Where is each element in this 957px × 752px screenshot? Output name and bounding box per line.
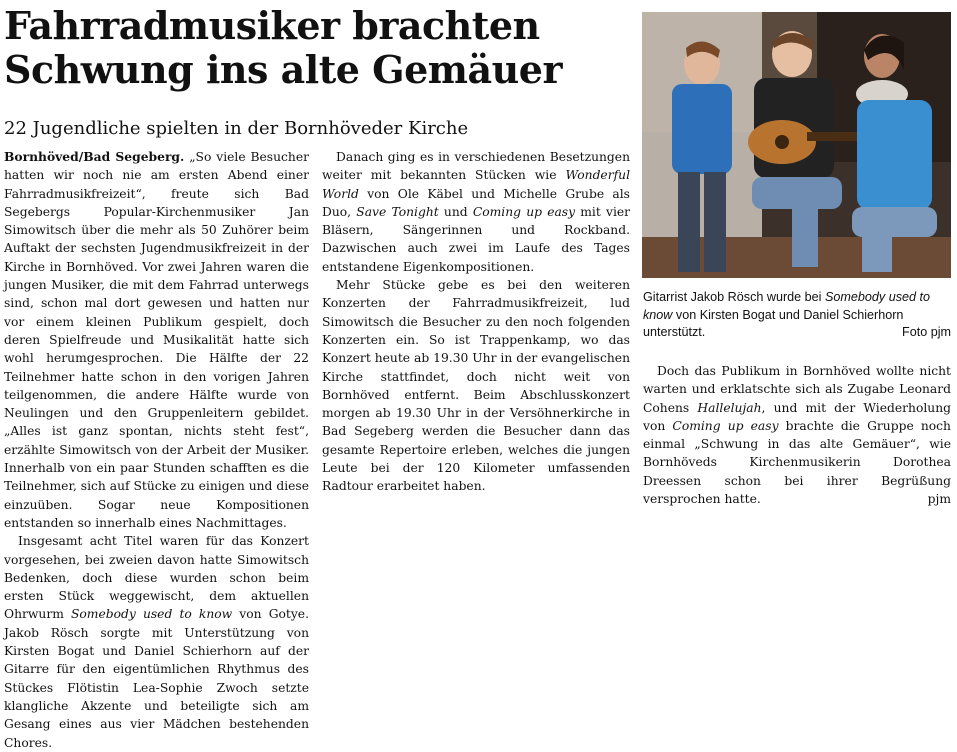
paragraph-4-text: Mehr Stücke gebe es bei den weiteren Konzerten der Fahrradmusikfreizeit, lud Simowitsch die Besucher zu den noch folgenden Konzerten ein. So ist Trappenkamp, wo das Konzert heute ab 19.30 Uhr in der evangelischen Kirche stattfindet, doch nicht weit von Bornhöved entfernt. Beim Abschlusskonzert morgen ab 19.30 Uhr in der Versöhnerkirche in Bad Segeberg werden die Besucher dann das gesamte Repertoire erleben, welches die jungen Leute bei der 120 Kilometer umfassenden Radtour erarbeitet haben.	[322, 278, 630, 494]
caption-song-title: Somebody used to know	[643, 290, 931, 322]
paragraph-2-text-a: Insgesamt acht Titel waren für das Konzert vorgesehen, bei zweien davon hatte Simowitsch Bedenken, doch diese wurden schon beim ersten Stück weggewischt, dem aktuellen Ohrwurm	[4, 534, 309, 622]
paragraph-5-text-a: Doch das Publikum in Bornhöved wollte nicht warten und erklatschte sich als Zugabe Leonard Cohens	[643, 364, 951, 415]
author-signature: pjm	[927, 492, 951, 507]
song-coming-up-easy-reprise: Coming up easy	[672, 418, 779, 433]
paragraph-3-text-d: mit vier Bläsern, Sängerinnen und Rockband. Dazwischen auch zwei im Laufe des Tages entstandene Eigenkompositionen.	[322, 204, 631, 274]
paragraph-3-text-c: und	[438, 204, 473, 219]
song-save-tonight: Save Tonight	[356, 204, 439, 219]
song-somebody-used-to-know: Somebody used to know	[70, 607, 233, 622]
caption-text-end: von Kirsten Bogat und Daniel Schierhorn unterstützt.	[643, 307, 904, 339]
photo-credit: Foto pjm	[902, 325, 951, 339]
article-paragraph-3	[322, 148, 630, 276]
paragraph-5-text-c: brachte die Gruppe noch einmal „Schwung in das alte Gemäuer“, wie Bornhöveds Kirchenmusikerin Dorothea Dreessen schon bei ihrer Begrüßung versprochen hatte.	[643, 418, 951, 507]
headline-line-2: Schwung ins alte Gemäuer	[4, 47, 562, 92]
headline	[4, 4, 624, 92]
article-paragraph-5	[643, 362, 951, 508]
paragraph-1-text: „So viele Besucher hatten wir noch nie am ersten Abend einer Fahrradmusikfreizeit“, freute sich Bad Segebergs Popular-Kirchenmusiker Jan Simowitsch über die mehr als 50 Zuhörer beim Auftakt der sechsten Jugendmusikfreizeit in der Kirche in Bornhöved. Vor zwei Jahren waren die jungen Musiker, die mit dem Fahrrad unterwegs sind, schon mal dort gewesen und hatten nur vor einem kleinen Publikum gespielt, doch deren Spielfreude und Musikalität hatte sich wohl herumgesprochen. Die Hälfte der 22 Teilnehmer hatte schon in den vorigen Jahren teilgenommen, die andere Hälfte wurde von Neulingen und den Gruppenleitern gebildet. „Alles ist ganz spontan, nichts steht fest“, erzählte Simowitsch von der Arbeit der Musiker. Innerhalb von ein paar Stunden schafften es die Teilnehmer, sich auf Stücke zu einigen und diese einzuüben. Sogar neue Kompositionen entstanden so innerhalb eines Nachmittages.	[4, 150, 309, 530]
dateline: Bornhöved/Bad Segeberg.	[4, 149, 185, 164]
article-column-2	[322, 148, 630, 496]
paragraph-3-text-b: von Ole Käbel und Michelle Grube als Duo,	[322, 186, 630, 219]
article-column-3	[643, 362, 951, 508]
photo-caption	[643, 289, 951, 342]
photo-illustration	[642, 12, 951, 278]
article-paragraph-2	[4, 532, 309, 752]
paragraph-5-text-b: , und mit der Wiederholung von	[643, 400, 951, 433]
paragraph-2-text-b: von Gotye. Jakob Rösch sorgte mit Unterstützung von Kirsten Bogat und Daniel Schierhorn auf der Gitarre für den eigentümlichen Rhythmus des Stückes Flötistin Lea-Sophie Zwoch setzte klangliche Akzente und beteiligte sich am Gesang eines aus vier Mädchen bestehenden Chores.	[4, 607, 309, 750]
paragraph-3-text-a: Danach ging es in verschiedenen Besetzungen weiter mit bekannten Stücken wie	[322, 150, 630, 183]
song-coming-up-easy: Coming up easy	[472, 204, 576, 219]
subheadline: 22 Jugendliche spielten in der Bornhöveder Kirche	[4, 118, 469, 139]
headline-line-1: Fahrradmusiker brachten	[4, 3, 540, 48]
article-paragraph-4	[322, 276, 630, 496]
caption-text-start: Gitarrist Jakob Rösch wurde bei	[643, 290, 825, 304]
article-paragraph-1	[4, 148, 309, 532]
article-column-1	[4, 148, 309, 752]
song-wonderful-world: Wonderful World	[322, 168, 630, 201]
song-hallelujah: Hallelujah	[697, 400, 762, 415]
article-photo	[642, 12, 951, 278]
